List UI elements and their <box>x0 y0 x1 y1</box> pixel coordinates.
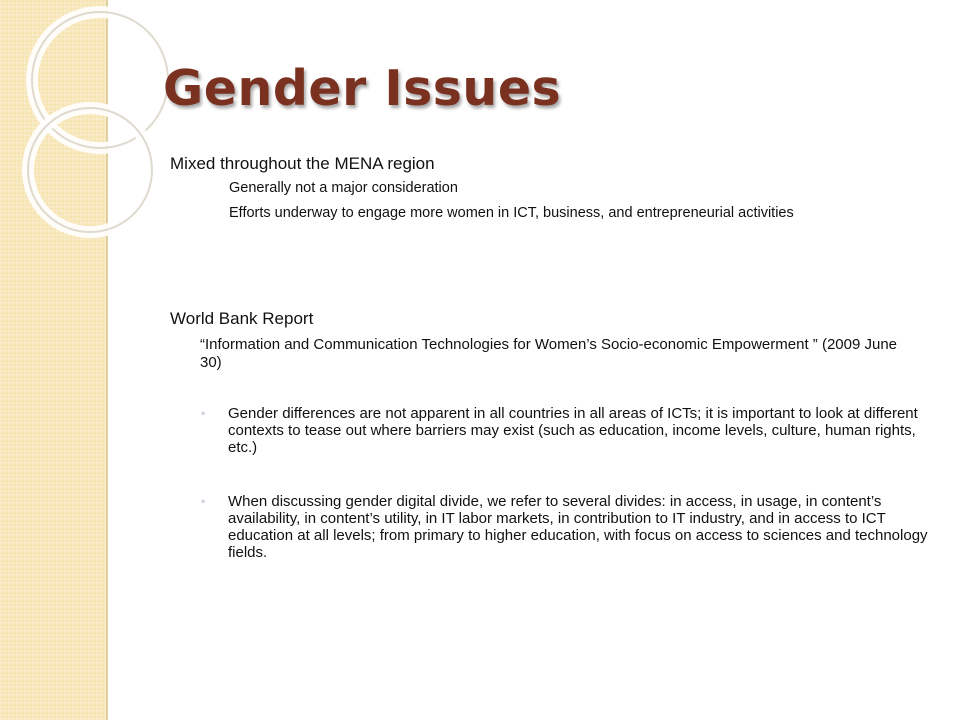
section-heading-world-bank: World Bank Report <box>170 309 314 328</box>
section-heading-mena: Mixed throughout the MENA region <box>170 154 435 173</box>
bullet-digital-divide: When discussing gender digital divide, we refer to several divides: in access, in usage, in content’s availability, in content’s utility, in IT labor markets, in contribution to IT industry, and in access to ICT education at all levels; from primary to higher education, with focus on access to sciences and technology fields. <box>228 493 928 561</box>
slide-title: Gender Issues <box>163 60 562 117</box>
decorative-circles <box>0 0 200 260</box>
bullet-gender-differences: Gender differences are not apparent in all countries in all areas of ICTs; it is important to look at different contexts to tease out where barriers may exist (such as education, income levels, culture, human rights, etc.) <box>228 405 918 456</box>
subpoint-efforts: Efforts underway to engage more women in ICT, business, and entrepreneurial activities <box>229 205 794 221</box>
report-title-quote: “Information and Communication Technologies for Women’s Socio-economic Empowerment ” (2009 June 30) <box>200 336 898 371</box>
subpoint-consideration: Generally not a major consideration <box>229 180 458 196</box>
bullet-marker-icon: ◦ <box>201 406 206 420</box>
bullet-marker-icon: ◦ <box>201 494 206 508</box>
